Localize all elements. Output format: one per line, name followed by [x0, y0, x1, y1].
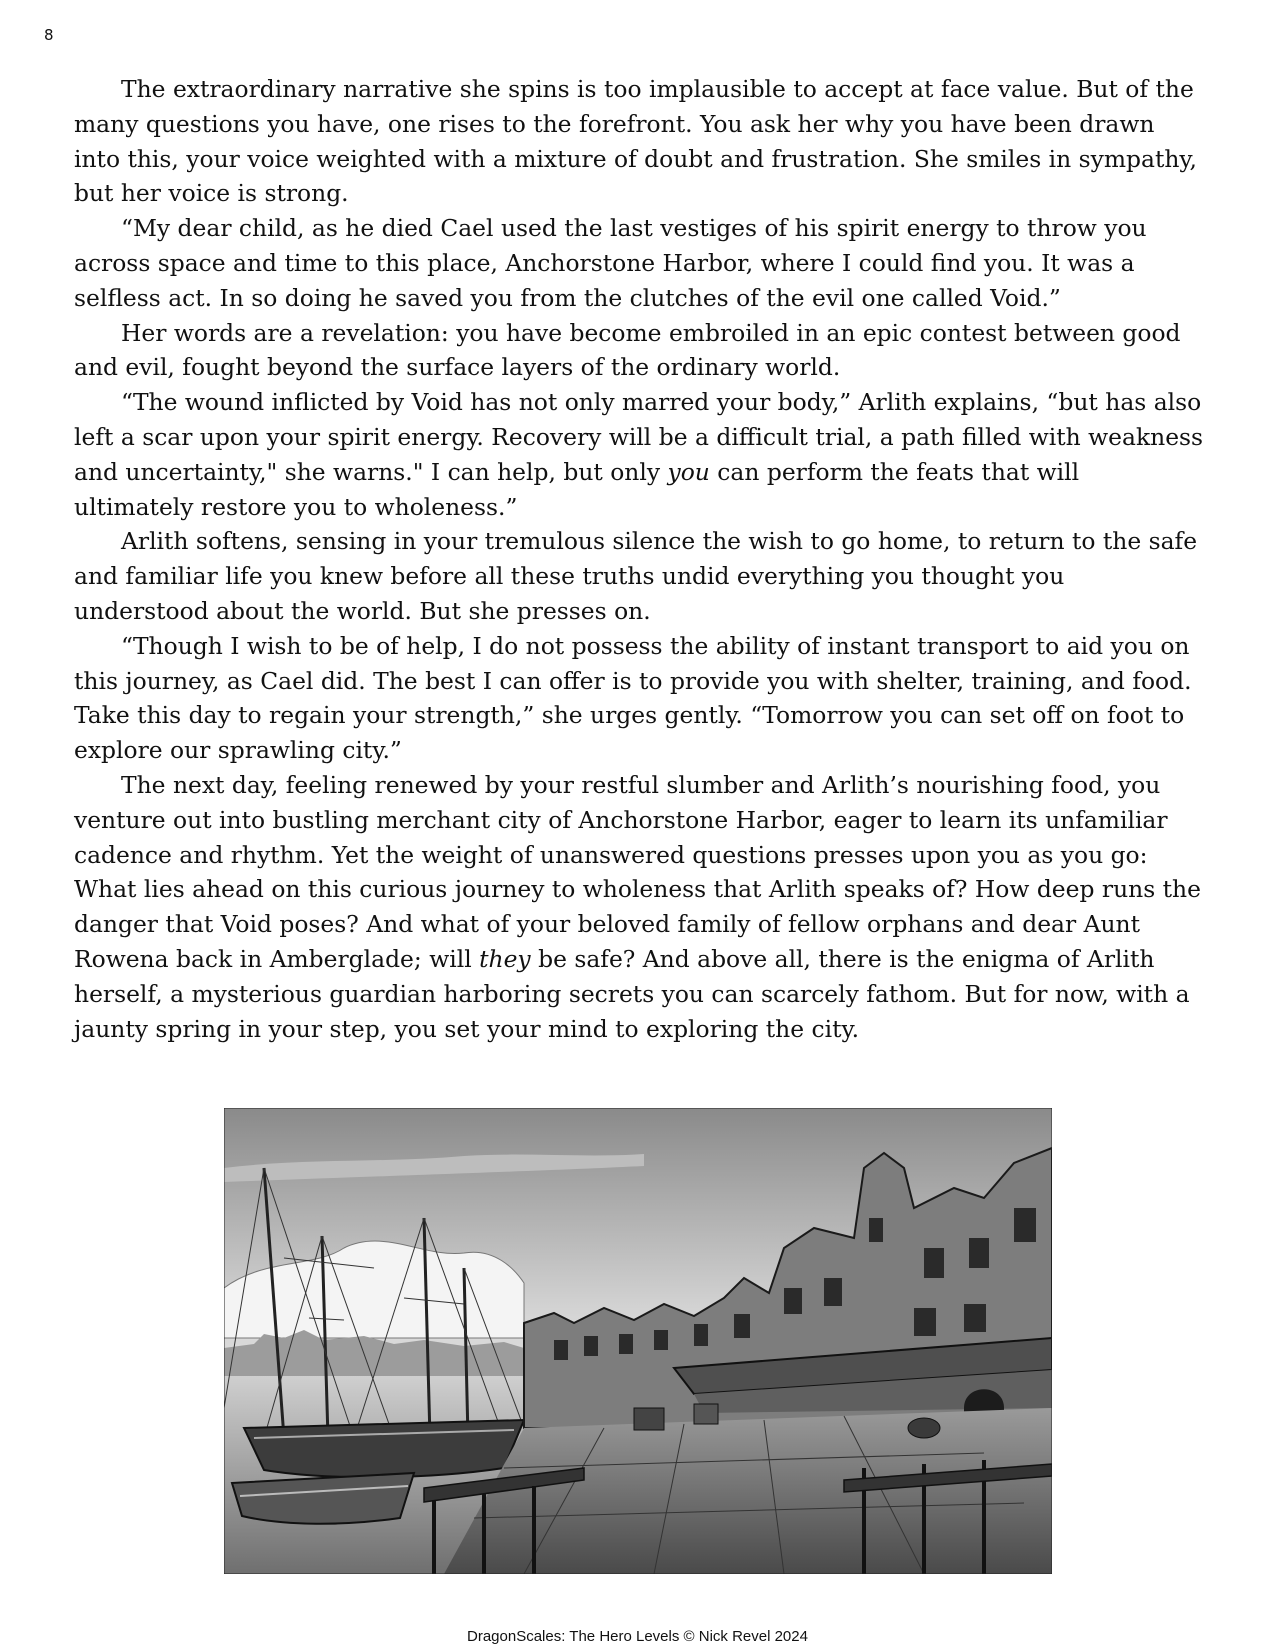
paragraph-text: The next day, feeling renewed by your restful slumber and Arlith’s nourishing food, you venture out into bustling merchant city of Anchorstone Harbor, eager to learn its unfamiliar cadence and rhythm. Yet the weight of unanswered questions presses upon you as you go: What lies ahead on this curious journey to wholeness that Arlith speaks of? How deep runs the danger that Void poses? And what of your beloved family of fellow orphans and dear Aunt Rowena back in Amberglade; will: [74, 770, 1201, 973]
footer-copyright: DragonScales: The Hero Levels © Nick Revel 2024: [467, 1628, 808, 1645]
paragraph: [74, 768, 1204, 1046]
paragraph: [74, 211, 1204, 315]
paragraph-text: “My dear child, as he died Cael used the last vestiges of his spirit energy to throw you across space and time to this place, Anchorstone Harbor, where I could find you. It was a selfless act. In so doing he saved you from the clutches of the evil one called Void.”: [74, 214, 1147, 312]
body-text: [74, 72, 1204, 1046]
paragraph: [74, 316, 1204, 386]
page-number: 8: [44, 26, 54, 44]
paragraph-text: “Though I wish to be of help, I do not possess the ability of instant transport to aid you on this journey, as Cael did. The best I can offer is to provide you with shelter, training, and food. Take this day to regain your strength,” she urges gently. “Tomorrow you can set off on foot to explore our sprawling city.”: [74, 631, 1192, 765]
paragraph-text: “The wound inflicted by Void has not only marred your body,” Arlith explains, “but has also left a scar upon your spirit energy. Recovery will be a difficult trial, a path filled with weakness and uncertainty," she warns." I can help, but only: [74, 388, 1204, 486]
paragraph: [74, 524, 1204, 628]
paragraph: [74, 385, 1204, 524]
paragraph: [74, 629, 1204, 768]
paragraph: [74, 72, 1204, 211]
paragraph-text: Arlith softens, sensing in your tremulous silence the wish to go home, to return to the safe and familiar life you knew before all these truths undid everything you thought you understood about the world. But she presses on.: [74, 527, 1198, 625]
paragraph-text: The extraordinary narrative she spins is too implausible to accept at face value. But of the many questions you have, one rises to the forefront. You ask her why you have been drawn into this, your voice weighted with a mixture of doubt and frustration. She smiles in sympathy, but her voice is strong.: [74, 75, 1197, 208]
paragraph-text: Her words are a revelation: you have become embroiled in an epic contest between good and evil, fought beyond the surface layers of the ordinary world.: [74, 318, 1181, 382]
harbor-illustration: [224, 1108, 1052, 1574]
italic-text: they: [479, 944, 531, 973]
italic-text: you: [667, 457, 710, 486]
paragraph-text: be safe? And above all, there is the enigma of Arlith herself, a mysterious guardian harboring secrets you can scarcely fathom. But for now, with a jaunty spring in your step, you set your mind to exploring the city.: [74, 944, 1190, 1043]
paragraph-text: can perform the feats that will ultimately restore you to wholeness.”: [74, 457, 1080, 521]
